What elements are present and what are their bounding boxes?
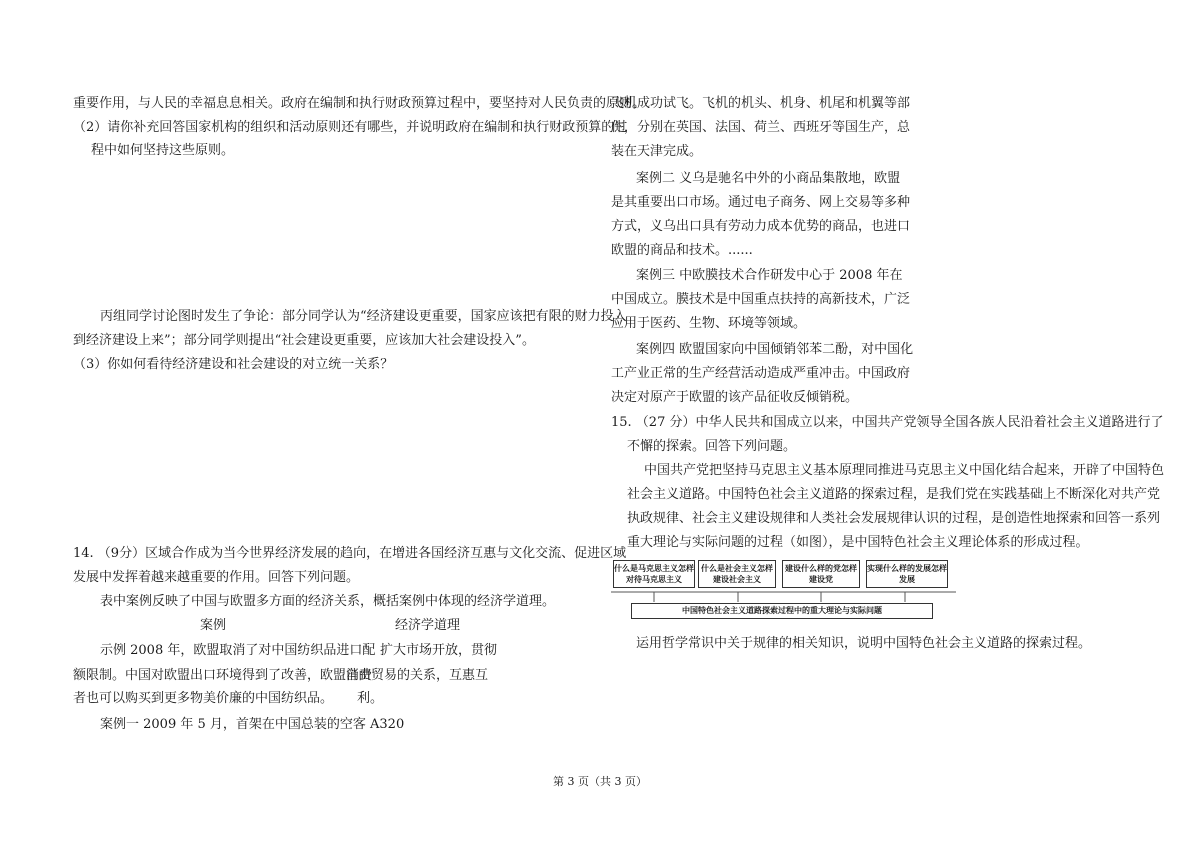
diagram-box-marxism: 什么是马克思主义怎样对待马克思主义 <box>613 560 695 588</box>
question-2-line-2: 程中如何坚持这些原则。 <box>91 143 235 158</box>
question-15-line-2: 不懈的探索。回答下列问题。 <box>627 439 797 454</box>
question-2-line-1: （2）请你补充回答国家机构的组织和活动原则还有哪些，并说明政府在编制和执行财政预算的过 <box>73 120 628 135</box>
example-case-line-2: 额限制。中国对欧盟出口环境得到了改善，欧盟消费 <box>73 668 373 683</box>
question-14-line-2: 发展中发挥着越来越重要的作用。回答下列问题。 <box>73 570 360 585</box>
case-2-line-2: 是其重要出口市场。通过电子商务、网上交易等多种 <box>611 195 911 210</box>
case-3-line-2: 中国成立。膜技术是中国重点扶持的高新技术，广泛 <box>611 292 911 307</box>
continuation-paragraph: 重要作用，与人民的幸福息息相关。政府在编制和执行财政预算过程中，要坚持对人民负责的原则。 <box>73 96 646 111</box>
case-3-line-3: 应用于医药、生物、环境等领域。 <box>611 316 807 331</box>
question-15-paragraph-line-2: 社会主义道路。中国特色社会主义道路的探索过程，是我们党在实践基础上不断深化对共产党 <box>627 487 1161 502</box>
diagram-box-development: 实现什么样的发展怎样发展 <box>866 560 948 588</box>
debate-line-1: 丙组同学讨论图时发生了争论：部分同学认为“经济建设更重要，国家应该把有限的财力投入 <box>100 309 627 324</box>
case-4-line-2: 工产业正常的生产经营活动造成严重冲击。中国政府 <box>611 366 911 381</box>
question-14-line-3: 表中案例反映了中国与欧盟多方面的经济关系，概括案例中体现的经济学道理。 <box>100 594 556 609</box>
case-2-line-3: 方式，义乌出口具有劳动力成本优势的商品，也进口 <box>611 219 911 234</box>
case-1-line-2: 飞机成功试飞。飞机的机头、机身、机尾和机翼等部 <box>611 96 911 111</box>
question-15-paragraph-line-1: 中国共产党把坚持马克思主义基本原理同推进马克思主义中国化结合起来，开辟了中国特色 <box>644 463 1165 478</box>
example-principle-line-2: 自由贸易的关系，互惠互 <box>345 668 489 683</box>
diagram-box-socialism: 什么是社会主义怎样建设社会主义 <box>698 560 776 588</box>
diagram-box-party: 建设什么样的党怎样建设党 <box>782 560 860 588</box>
question-15-ask: 运用哲学常识中关于规律的相关知识，说明中国特色社会主义道路的探索过程。 <box>636 636 1092 651</box>
page-footer: 第 3 页（共 3 页） <box>553 775 647 788</box>
debate-line-2: 到经济建设上来”；部分同学则提出“社会建设更重要，应该加大社会建设投入”。 <box>73 333 535 348</box>
example-principle-line-1: 扩大市场开放，贯彻 <box>380 643 498 658</box>
question-15-paragraph-line-4: 重大理论与实际问题的过程（如图），是中国特色社会主义理论体系的形成过程。 <box>627 535 1089 550</box>
table-header-case: 案例 <box>200 618 227 633</box>
question-15-line-1: 15. （27 分）中华人民共和国成立以来，中国共产党领导全国各族人民沿着社会主义道路进行了 <box>611 415 1164 430</box>
question-15-paragraph-line-3: 执政规律、社会主义建设规律和人类社会发展规律认识的过程，是创造性地探索和回答一系列 <box>627 511 1161 526</box>
question-3: （3）你如何看待经济建设和社会建设的对立统一关系？ <box>73 357 394 372</box>
example-case-line-3: 者也可以购买到更多物美价廉的中国纺织品。 <box>73 691 334 706</box>
diagram-bottom-bar: 中国特色社会主义道路探索过程中的重大理论与实际问题 <box>631 603 933 619</box>
case-1-line-3: 件，分别在英国、法国、荷兰、西班牙等国生产，总 <box>611 120 911 135</box>
case-4-line-1: 案例四 欧盟国家向中国倾销邻苯二酚，对中国化 <box>636 342 914 357</box>
example-case-line-1: 示例 2008 年，欧盟取消了对中国纺织品进口配 <box>100 643 376 658</box>
case-1-line-1: 案例一 2009 年 5 月，首架在中国总装的空客 A320 <box>100 717 405 732</box>
table-header-economics: 经济学道理 <box>395 618 461 633</box>
case-2-line-1: 案例二 义乌是驰名中外的小商品集散地，欧盟 <box>636 171 901 186</box>
case-1-line-4: 装在天津完成。 <box>611 144 703 159</box>
question-14-line-1: 14. （9分）区域合作成为当今世界经济发展的趋向，在增进各国经济互惠与文化交流、促进区域 <box>73 546 627 561</box>
example-principle-line-3: 利。 <box>357 691 384 706</box>
case-3-line-1: 案例三 中欧膜技术合作研发中心于 2008 年在 <box>636 268 903 283</box>
case-4-line-3: 决定对原产于欧盟的该产品征收反倾销税。 <box>611 390 859 405</box>
case-2-line-4: 欧盟的商品和技术。...... <box>611 243 753 258</box>
